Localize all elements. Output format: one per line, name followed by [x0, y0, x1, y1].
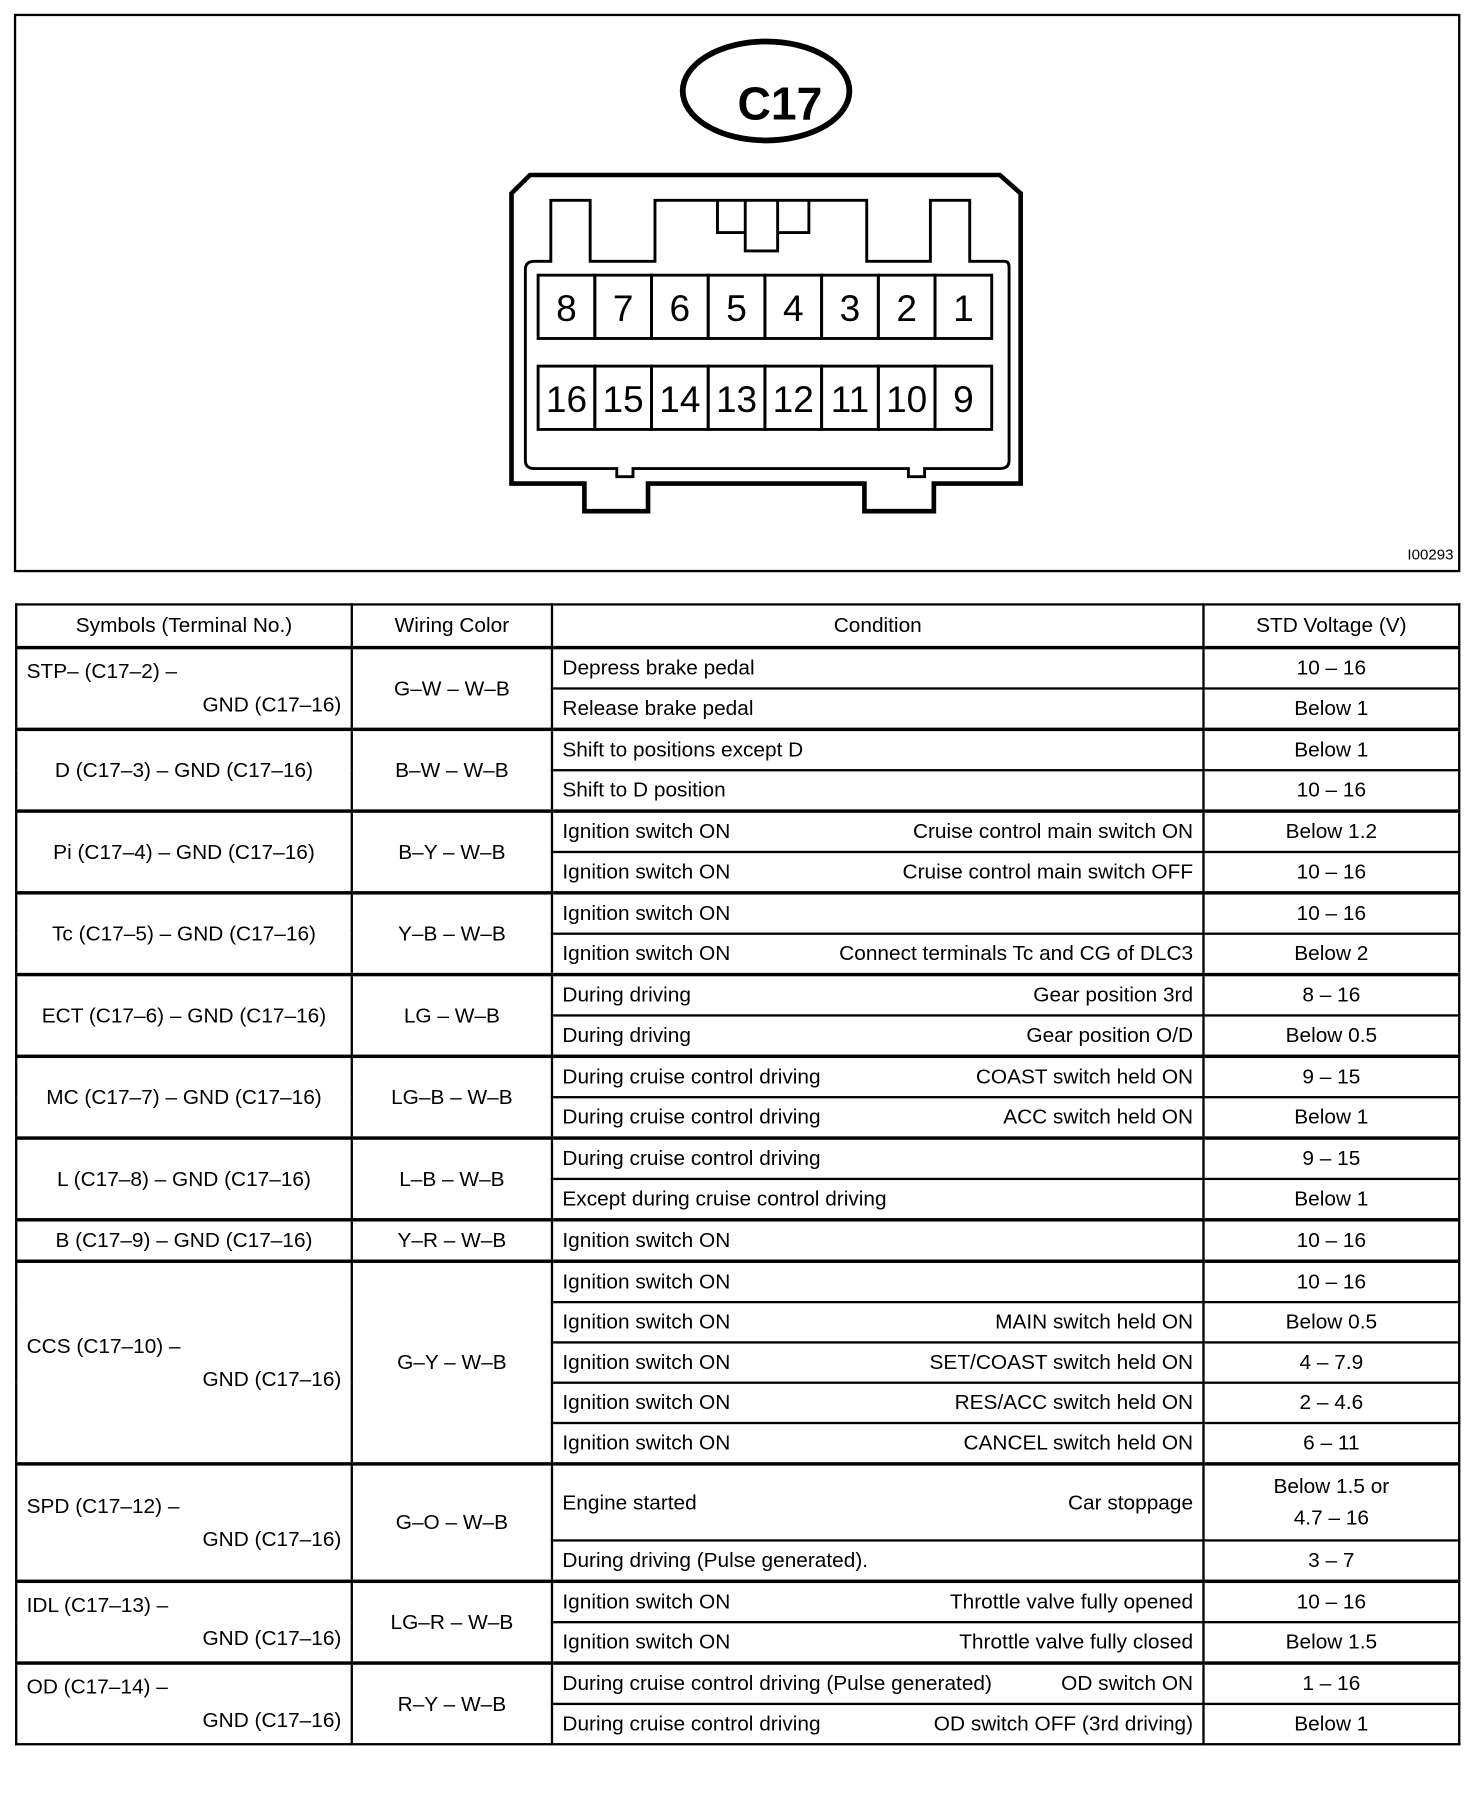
condition-detail: Gear position 3rd — [1033, 983, 1194, 1007]
pin-number: 1 — [953, 288, 974, 330]
symbol-line: OD (C17–14) – — [26, 1675, 168, 1699]
condition-main: Ignition switch ON — [562, 941, 731, 965]
std-voltage — [1203, 1220, 1459, 1261]
std-voltage — [1203, 1540, 1459, 1581]
table-header-row — [16, 604, 1459, 647]
table-row — [16, 1220, 1459, 1261]
table-row — [16, 893, 1459, 934]
condition-main: Shift to D position — [562, 778, 726, 802]
wiring-color: G–O – W–B — [352, 1464, 552, 1581]
voltage-line: Below 2 — [1294, 941, 1369, 965]
symbol-line: MC (C17–7) – GND (C17–16) — [46, 1085, 322, 1109]
connector-outer-shell — [511, 175, 1020, 511]
wiring-color: L–B – W–B — [352, 1138, 552, 1220]
condition-main: During cruise control driving — [562, 1105, 821, 1129]
table-row — [16, 1138, 1459, 1179]
pin-number: 3 — [839, 288, 861, 330]
std-voltage — [1203, 934, 1459, 975]
symbol-line: GND (C17–16) — [202, 693, 342, 717]
terminal-voltage-table — [15, 603, 1460, 1745]
condition — [552, 729, 1204, 770]
wiring-color: LG–B – W–B — [352, 1056, 552, 1138]
std-voltage — [1203, 1464, 1459, 1541]
table-row — [16, 1464, 1459, 1541]
wiring-color: G–Y – W–B — [352, 1261, 552, 1464]
symbol-line: SPD (C17–12) – — [26, 1493, 180, 1517]
condition-detail: CANCEL switch held ON — [963, 1431, 1194, 1455]
condition-detail: ACC switch held ON — [1003, 1105, 1194, 1129]
table-row — [16, 975, 1459, 1016]
condition-main: Release brake pedal — [562, 696, 754, 720]
connector-label: C17 — [737, 78, 823, 130]
pin-number: 16 — [545, 379, 588, 421]
wiring-color: LG – W–B — [352, 975, 552, 1057]
voltage-line: 10 – 16 — [1296, 901, 1367, 925]
table-row — [16, 1261, 1459, 1302]
condition — [552, 934, 1204, 975]
std-voltage — [1203, 770, 1459, 811]
condition-detail: Cruise control main switch OFF — [902, 860, 1194, 884]
header-condition: Condition — [552, 604, 1204, 647]
connector-key — [717, 200, 808, 251]
terminal-symbol — [16, 729, 352, 811]
voltage-line: 4 – 7.9 — [1299, 1350, 1364, 1374]
table-row — [16, 648, 1459, 689]
condition-main: Ignition switch ON — [562, 1390, 731, 1414]
table-row — [16, 729, 1459, 770]
std-voltage — [1203, 1179, 1459, 1220]
condition — [552, 1663, 1204, 1704]
condition-main: Ignition switch ON — [562, 1431, 731, 1455]
condition-main: Depress brake pedal — [562, 656, 755, 680]
terminal-symbol — [16, 1581, 352, 1663]
voltage-line: Below 1.2 — [1285, 819, 1378, 843]
symbol-line: ECT (C17–6) – GND (C17–16) — [41, 1003, 327, 1027]
condition — [552, 852, 1204, 893]
voltage-line: Below 1 — [1294, 1711, 1369, 1736]
condition — [552, 811, 1204, 852]
condition — [552, 1423, 1204, 1464]
condition-main: Ignition switch ON — [562, 1589, 731, 1613]
wiring-color: Y–R – W–B — [352, 1220, 552, 1261]
pin-number: 9 — [953, 379, 974, 421]
std-voltage — [1203, 1423, 1459, 1464]
wiring-color: G–W – W–B — [352, 648, 552, 730]
voltage-line: 9 – 15 — [1302, 1064, 1361, 1088]
condition-detail: SET/COAST switch held ON — [929, 1350, 1194, 1374]
condition-main: Ignition switch ON — [562, 1630, 731, 1654]
condition-detail: MAIN switch held ON — [995, 1310, 1194, 1334]
symbol-line: D (C17–3) – GND (C17–16) — [54, 758, 314, 782]
voltage-line: Below 0.5 — [1285, 1023, 1378, 1047]
wiring-color: R–Y – W–B — [352, 1663, 552, 1744]
condition — [552, 648, 1204, 689]
condition-main: During driving — [562, 983, 691, 1007]
header-std-voltage: STD Voltage (V) — [1203, 604, 1459, 647]
pin-number: 6 — [669, 288, 691, 330]
condition — [552, 1261, 1204, 1302]
symbol-line: STP– (C17–2) – — [26, 659, 178, 683]
condition — [552, 1464, 1204, 1541]
voltage-line: 9 – 15 — [1302, 1146, 1361, 1170]
pin-number: 7 — [612, 288, 634, 330]
std-voltage — [1203, 975, 1459, 1016]
pin-number: 2 — [896, 288, 917, 330]
pin-number: 10 — [886, 379, 928, 421]
pin-number: 12 — [772, 379, 814, 421]
pin-number: 13 — [715, 379, 758, 421]
condition — [552, 1383, 1204, 1423]
symbol-line: GND (C17–16) — [202, 1367, 342, 1391]
condition-detail: OD switch ON — [1061, 1671, 1194, 1695]
terminal-symbol — [16, 648, 352, 730]
condition-main: During cruise control driving (Pulse generated) — [562, 1671, 992, 1695]
std-voltage — [1203, 1302, 1459, 1342]
terminal-symbol — [16, 1261, 352, 1464]
condition — [552, 1302, 1204, 1342]
std-voltage — [1203, 811, 1459, 852]
voltage-line: 3 – 7 — [1308, 1548, 1355, 1572]
voltage-line: 2 – 4.6 — [1299, 1390, 1364, 1414]
condition-detail: Throttle valve fully opened — [949, 1589, 1194, 1613]
voltage-line: 6 – 11 — [1303, 1431, 1360, 1455]
condition — [552, 1138, 1204, 1179]
condition-main: During driving — [562, 1023, 691, 1047]
condition-detail: Gear position O/D — [1026, 1023, 1194, 1047]
wiring-color: Y–B – W–B — [352, 893, 552, 975]
condition — [552, 770, 1204, 811]
std-voltage — [1203, 893, 1459, 934]
std-voltage — [1203, 1663, 1459, 1704]
symbol-line: GND (C17–16) — [202, 1626, 342, 1650]
condition-main: Shift to positions except D — [562, 737, 804, 762]
condition-main: During cruise control driving — [562, 1146, 821, 1170]
symbol-line: CCS (C17–10) – — [26, 1333, 181, 1357]
condition-main: During cruise control driving — [562, 1064, 821, 1088]
voltage-line: Below 1 — [1294, 1105, 1369, 1129]
condition-main: Engine started — [562, 1490, 697, 1514]
voltage-line: Below 1 — [1294, 696, 1369, 720]
std-voltage — [1203, 1056, 1459, 1097]
condition-main: During cruise control driving — [562, 1711, 821, 1736]
terminal-symbol — [16, 1663, 352, 1744]
voltage-line: Below 1.5 — [1285, 1630, 1378, 1654]
std-voltage — [1203, 1097, 1459, 1138]
wiring-color: B–W – W–B — [352, 729, 552, 811]
condition-main: Ignition switch ON — [562, 1269, 731, 1293]
condition — [552, 1540, 1204, 1581]
voltage-line: Below 1 — [1294, 1186, 1369, 1211]
condition-detail: Cruise control main switch ON — [912, 819, 1194, 843]
condition-main: Ignition switch ON — [562, 860, 731, 884]
voltage-line: Below 0.5 — [1285, 1310, 1378, 1334]
condition-detail: RES/ACC switch held ON — [954, 1390, 1194, 1414]
symbol-line: GND (C17–16) — [202, 1527, 342, 1551]
pin-number: 14 — [659, 379, 701, 421]
voltage-line: 10 – 16 — [1296, 860, 1367, 884]
std-voltage — [1203, 1622, 1459, 1663]
condition — [552, 1342, 1204, 1382]
pin-number: 5 — [726, 288, 747, 330]
pin-number: 11 — [830, 379, 870, 421]
table-row — [16, 1663, 1459, 1704]
std-voltage — [1203, 1342, 1459, 1382]
voltage-line: 4.7 – 16 — [1293, 1505, 1370, 1529]
condition — [552, 1704, 1204, 1744]
std-voltage — [1203, 1383, 1459, 1423]
terminal-symbol — [16, 893, 352, 975]
voltage-line: Below 1 — [1294, 737, 1369, 762]
terminal-symbol — [16, 1056, 352, 1138]
voltage-line: 1 – 16 — [1302, 1671, 1361, 1695]
std-voltage — [1203, 1581, 1459, 1622]
condition-main: During driving (Pulse generated). — [562, 1548, 869, 1572]
condition — [552, 1220, 1204, 1261]
condition — [552, 1179, 1204, 1220]
header-symbols: Symbols (Terminal No.) — [16, 604, 352, 647]
table-row — [16, 1056, 1459, 1097]
condition-detail: Connect terminals Tc and CG of DLC3 — [839, 941, 1194, 965]
condition-main: Ignition switch ON — [562, 901, 731, 925]
wiring-color: LG–R – W–B — [352, 1581, 552, 1663]
table-row — [16, 1581, 1459, 1622]
symbol-line: B (C17–9) – GND (C17–16) — [55, 1228, 313, 1252]
pin-number: 15 — [602, 379, 644, 421]
condition-main: Ignition switch ON — [562, 1228, 731, 1252]
pin-number: 8 — [556, 288, 577, 330]
wiring-color: B–Y – W–B — [352, 811, 552, 893]
condition — [552, 1622, 1204, 1663]
terminal-symbol — [16, 1138, 352, 1220]
table-row — [16, 811, 1459, 852]
std-voltage — [1203, 852, 1459, 893]
std-voltage — [1203, 1704, 1459, 1744]
voltage-line: 10 – 16 — [1296, 1228, 1367, 1252]
terminal-symbol — [16, 1464, 352, 1581]
condition — [552, 1015, 1204, 1056]
condition — [552, 893, 1204, 934]
voltage-line: 10 – 16 — [1296, 1589, 1367, 1613]
condition — [552, 688, 1204, 729]
std-voltage — [1203, 648, 1459, 689]
condition-detail: Car stoppage — [1068, 1490, 1194, 1514]
pin-number: 4 — [782, 288, 804, 330]
condition-detail: COAST switch held ON — [975, 1064, 1194, 1088]
std-voltage — [1203, 1261, 1459, 1302]
symbol-line: GND (C17–16) — [202, 1708, 342, 1732]
voltage-line: 10 – 16 — [1296, 778, 1367, 802]
terminal-symbol — [16, 975, 352, 1057]
condition — [552, 1056, 1204, 1097]
std-voltage — [1203, 1015, 1459, 1056]
symbol-line: IDL (C17–13) – — [26, 1593, 169, 1617]
pin-grid — [538, 275, 992, 429]
voltage-line: 10 – 16 — [1296, 656, 1367, 680]
condition-main: Ignition switch ON — [562, 1310, 731, 1334]
voltage-line: Below 1.5 or — [1273, 1474, 1390, 1498]
condition — [552, 1097, 1204, 1138]
voltage-line: 8 – 16 — [1302, 983, 1361, 1007]
condition-main: Ignition switch ON — [562, 1350, 731, 1374]
condition-detail: OD switch OFF (3rd driving) — [933, 1711, 1194, 1736]
condition — [552, 975, 1204, 1016]
connector-diagram — [14, 14, 1461, 572]
condition-main: Except during cruise control driving — [562, 1186, 887, 1211]
terminal-symbol — [16, 811, 352, 893]
std-voltage — [1203, 729, 1459, 770]
terminal-symbol — [16, 1220, 352, 1261]
condition-main: Ignition switch ON — [562, 819, 731, 843]
symbol-line: Pi (C17–4) – GND (C17–16) — [53, 839, 315, 863]
std-voltage — [1203, 1138, 1459, 1179]
header-wiring-color: Wiring Color — [352, 604, 552, 647]
voltage-line: 10 – 16 — [1296, 1269, 1367, 1293]
condition — [552, 1581, 1204, 1622]
condition-detail: Throttle valve fully closed — [959, 1630, 1194, 1654]
figure-id: I00293 — [1407, 545, 1454, 563]
std-voltage — [1203, 688, 1459, 729]
symbol-line: Tc (C17–5) – GND (C17–16) — [52, 921, 316, 945]
symbol-line: L (C17–8) – GND (C17–16) — [57, 1166, 311, 1190]
